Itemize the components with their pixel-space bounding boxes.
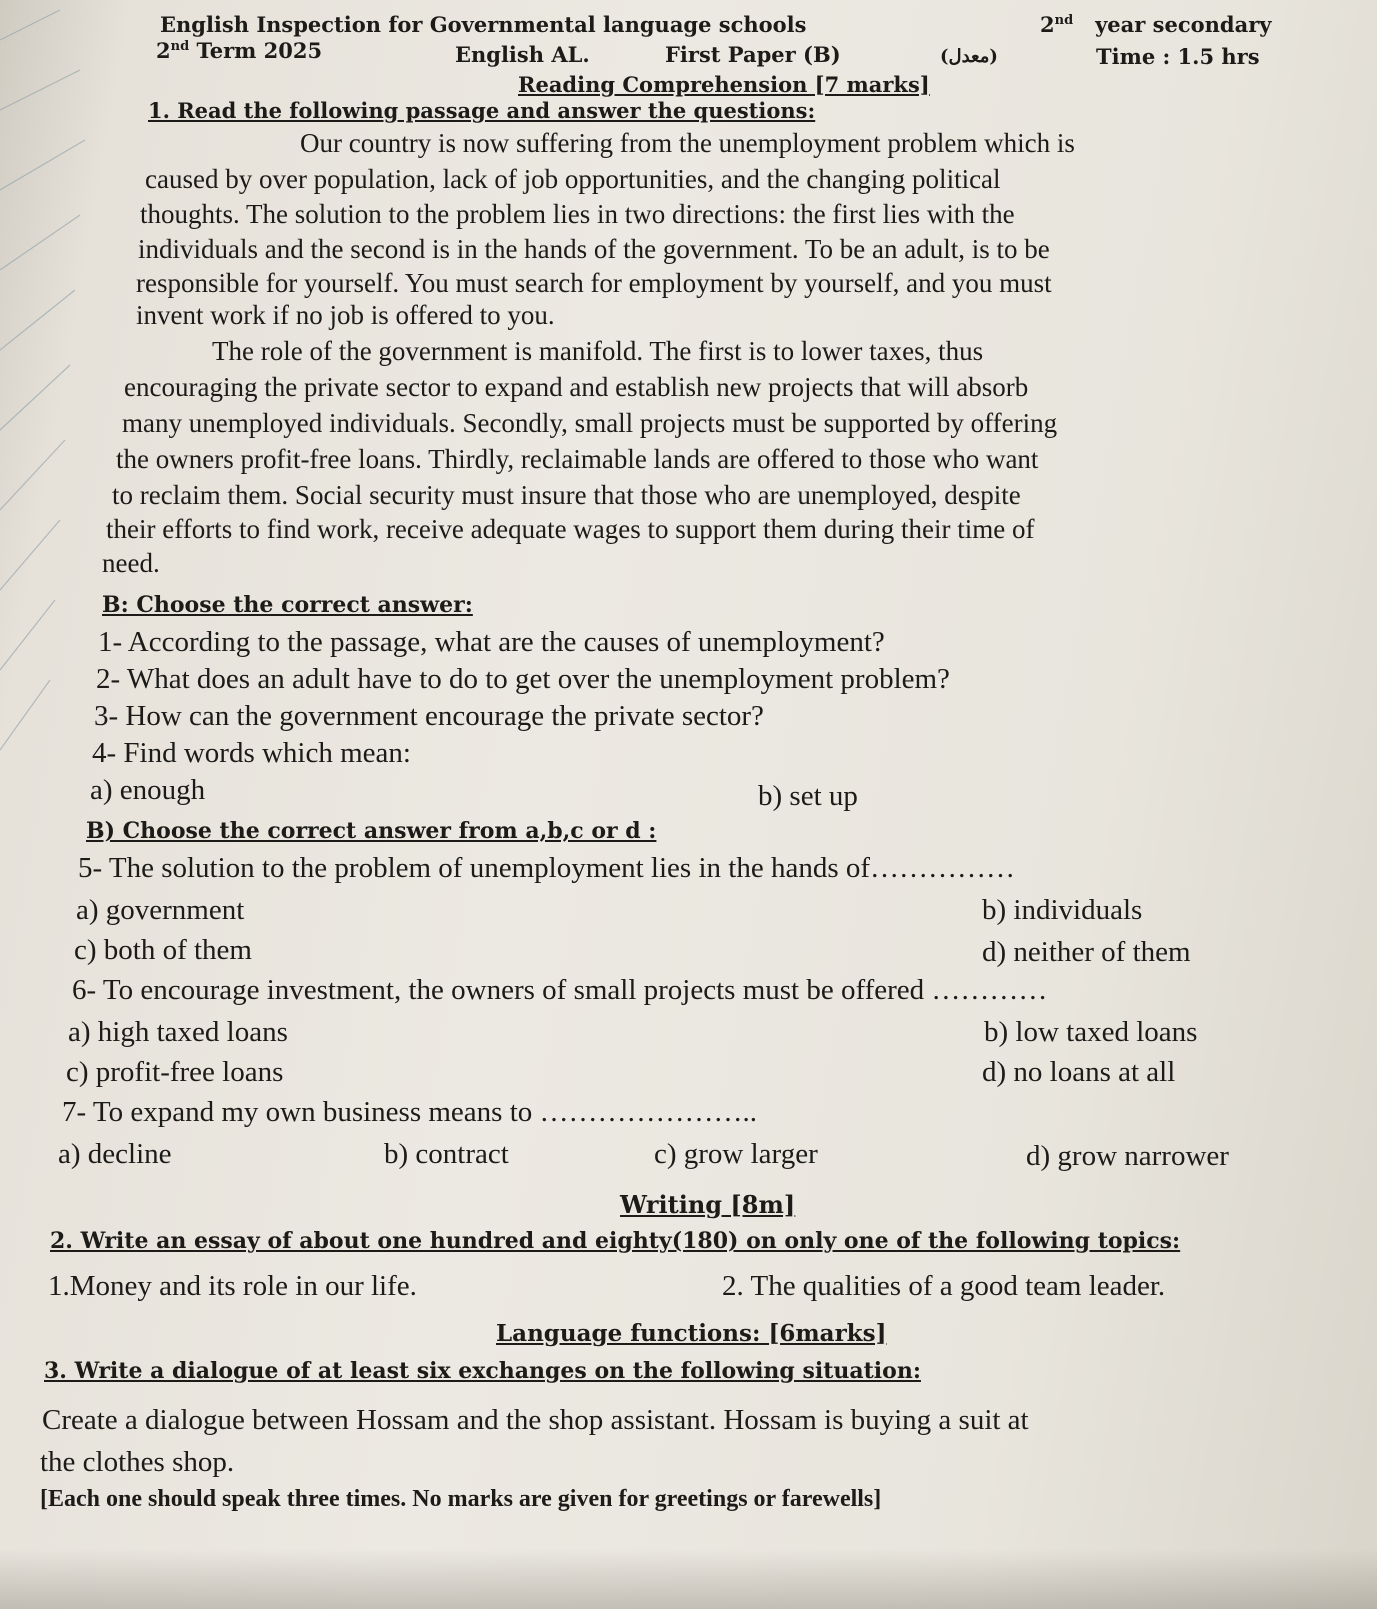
option-b: b) contract (384, 1138, 509, 1170)
word-option-a: a) enough (90, 774, 206, 806)
term-suffix: nd (170, 39, 190, 54)
passage-line: invent work if no job is offered to you. (136, 300, 555, 330)
option-b: b) individuals (982, 894, 1143, 926)
question-item: 2- What does an adult have to do to get over the unemployment problem? (96, 663, 950, 695)
option-a: a) decline (58, 1138, 172, 1170)
essay-topic-1: 1.Money and its role in our life. (48, 1270, 417, 1302)
option-a: a) high taxed loans (68, 1016, 288, 1048)
time-label: Time : 1.5 hrs (1096, 44, 1260, 69)
dialogue-note: [Each one should speak three times. No marks are given for greetings or farewells] (40, 1486, 882, 1512)
school-title: English Inspection for Governmental language schools (160, 12, 807, 37)
questions-b-heading: B) Choose the correct answer from a,b,c or d : (86, 818, 657, 844)
passage-line: Our country is now suffering from the unemployment problem which is (300, 128, 1075, 158)
passage-line: encouraging the private sector to expand and establish new projects that will absorb (124, 372, 1029, 402)
question-item: 4- Find words which mean: (92, 737, 411, 769)
reading-section-title: Reading Comprehension [7 marks] (518, 72, 930, 97)
passage-line: thoughts. The solution to the problem lies in two directions: the first lies with the (140, 199, 1015, 229)
grade-label (1040, 12, 1271, 37)
question-item: 1- According to the passage, what are the causes of unemployment? (98, 626, 885, 658)
arabic-note: (معدل) (940, 46, 998, 67)
subject-label: English AL. (455, 42, 590, 67)
grade-suffix: nd (1054, 13, 1074, 28)
question-item: 3- How can the government encourage the private sector? (94, 700, 764, 732)
writing-instruction: 2. Write an essay of about one hundred and eighty(180) on only one of the following topics: (50, 1228, 1181, 1254)
essay-topic-2: 2. The qualities of a good team leader. (722, 1270, 1166, 1302)
photo-shadow (0, 1549, 1377, 1609)
grade-text: year secondary (1095, 12, 1272, 37)
option-c: c) grow larger (654, 1138, 818, 1170)
passage-line: individuals and the second is in the hands of the government. To be an adult, is to be (138, 234, 1050, 264)
passage-line: many unemployed individuals. Secondly, small projects must be supported by offering (122, 408, 1058, 438)
option-c: c) both of them (74, 934, 252, 966)
writing-section-title: Writing [8m] (620, 1190, 796, 1219)
question-stem: 5- The solution to the problem of unemployment lies in the hands of…………… (78, 852, 1016, 884)
option-c: c) profit-free loans (66, 1056, 284, 1088)
question-stem: 7- To expand my own business means to ………………….. (62, 1096, 757, 1128)
reading-instruction: 1. Read the following passage and answer the questions: (148, 98, 816, 123)
paper-label: First Paper (B) (665, 42, 841, 67)
option-d: d) neither of them (982, 936, 1191, 968)
passage-line: the owners profit-free loans. Thirdly, reclaimable lands are offered to those who want (116, 444, 1039, 474)
option-d: d) grow narrower (1026, 1140, 1229, 1172)
option-d: d) no loans at all (982, 1056, 1176, 1088)
language-instruction: 3. Write a dialogue of at least six exchanges on the following situation: (44, 1358, 921, 1384)
word-option-b: b) set up (758, 780, 858, 812)
term-text: Term 2025 (196, 38, 323, 63)
option-a: a) government (76, 894, 245, 926)
passage-line: their efforts to find work, receive adequate wages to support them during their time of (106, 514, 1035, 544)
question-stem: 6- To encourage investment, the owners of small projects must be offered ………… (72, 974, 1048, 1006)
grade-number: 2 (1040, 12, 1055, 37)
term-label (156, 38, 322, 63)
passage-line: caused by over population, lack of job opportunities, and the changing political (145, 164, 1001, 194)
questions-a-heading: B: Choose the correct answer: (102, 592, 473, 618)
passage-line: need. (102, 548, 160, 578)
passage-line: to reclaim them. Social security must insure that those who are unemployed, despite (112, 480, 1021, 510)
option-b: b) low taxed loans (984, 1016, 1198, 1048)
dialogue-situation: Create a dialogue between Hossam and the shop assistant. Hossam is buying a suit at (42, 1404, 1029, 1436)
passage-line: The role of the government is manifold. The first is to lower taxes, thus (212, 336, 984, 366)
dialogue-situation: the clothes shop. (40, 1446, 235, 1478)
term-number: 2 (156, 38, 171, 63)
passage-line: responsible for yourself. You must search for employment by yourself, and you must (136, 268, 1052, 298)
language-section-title: Language functions: [6marks] (496, 1320, 887, 1347)
